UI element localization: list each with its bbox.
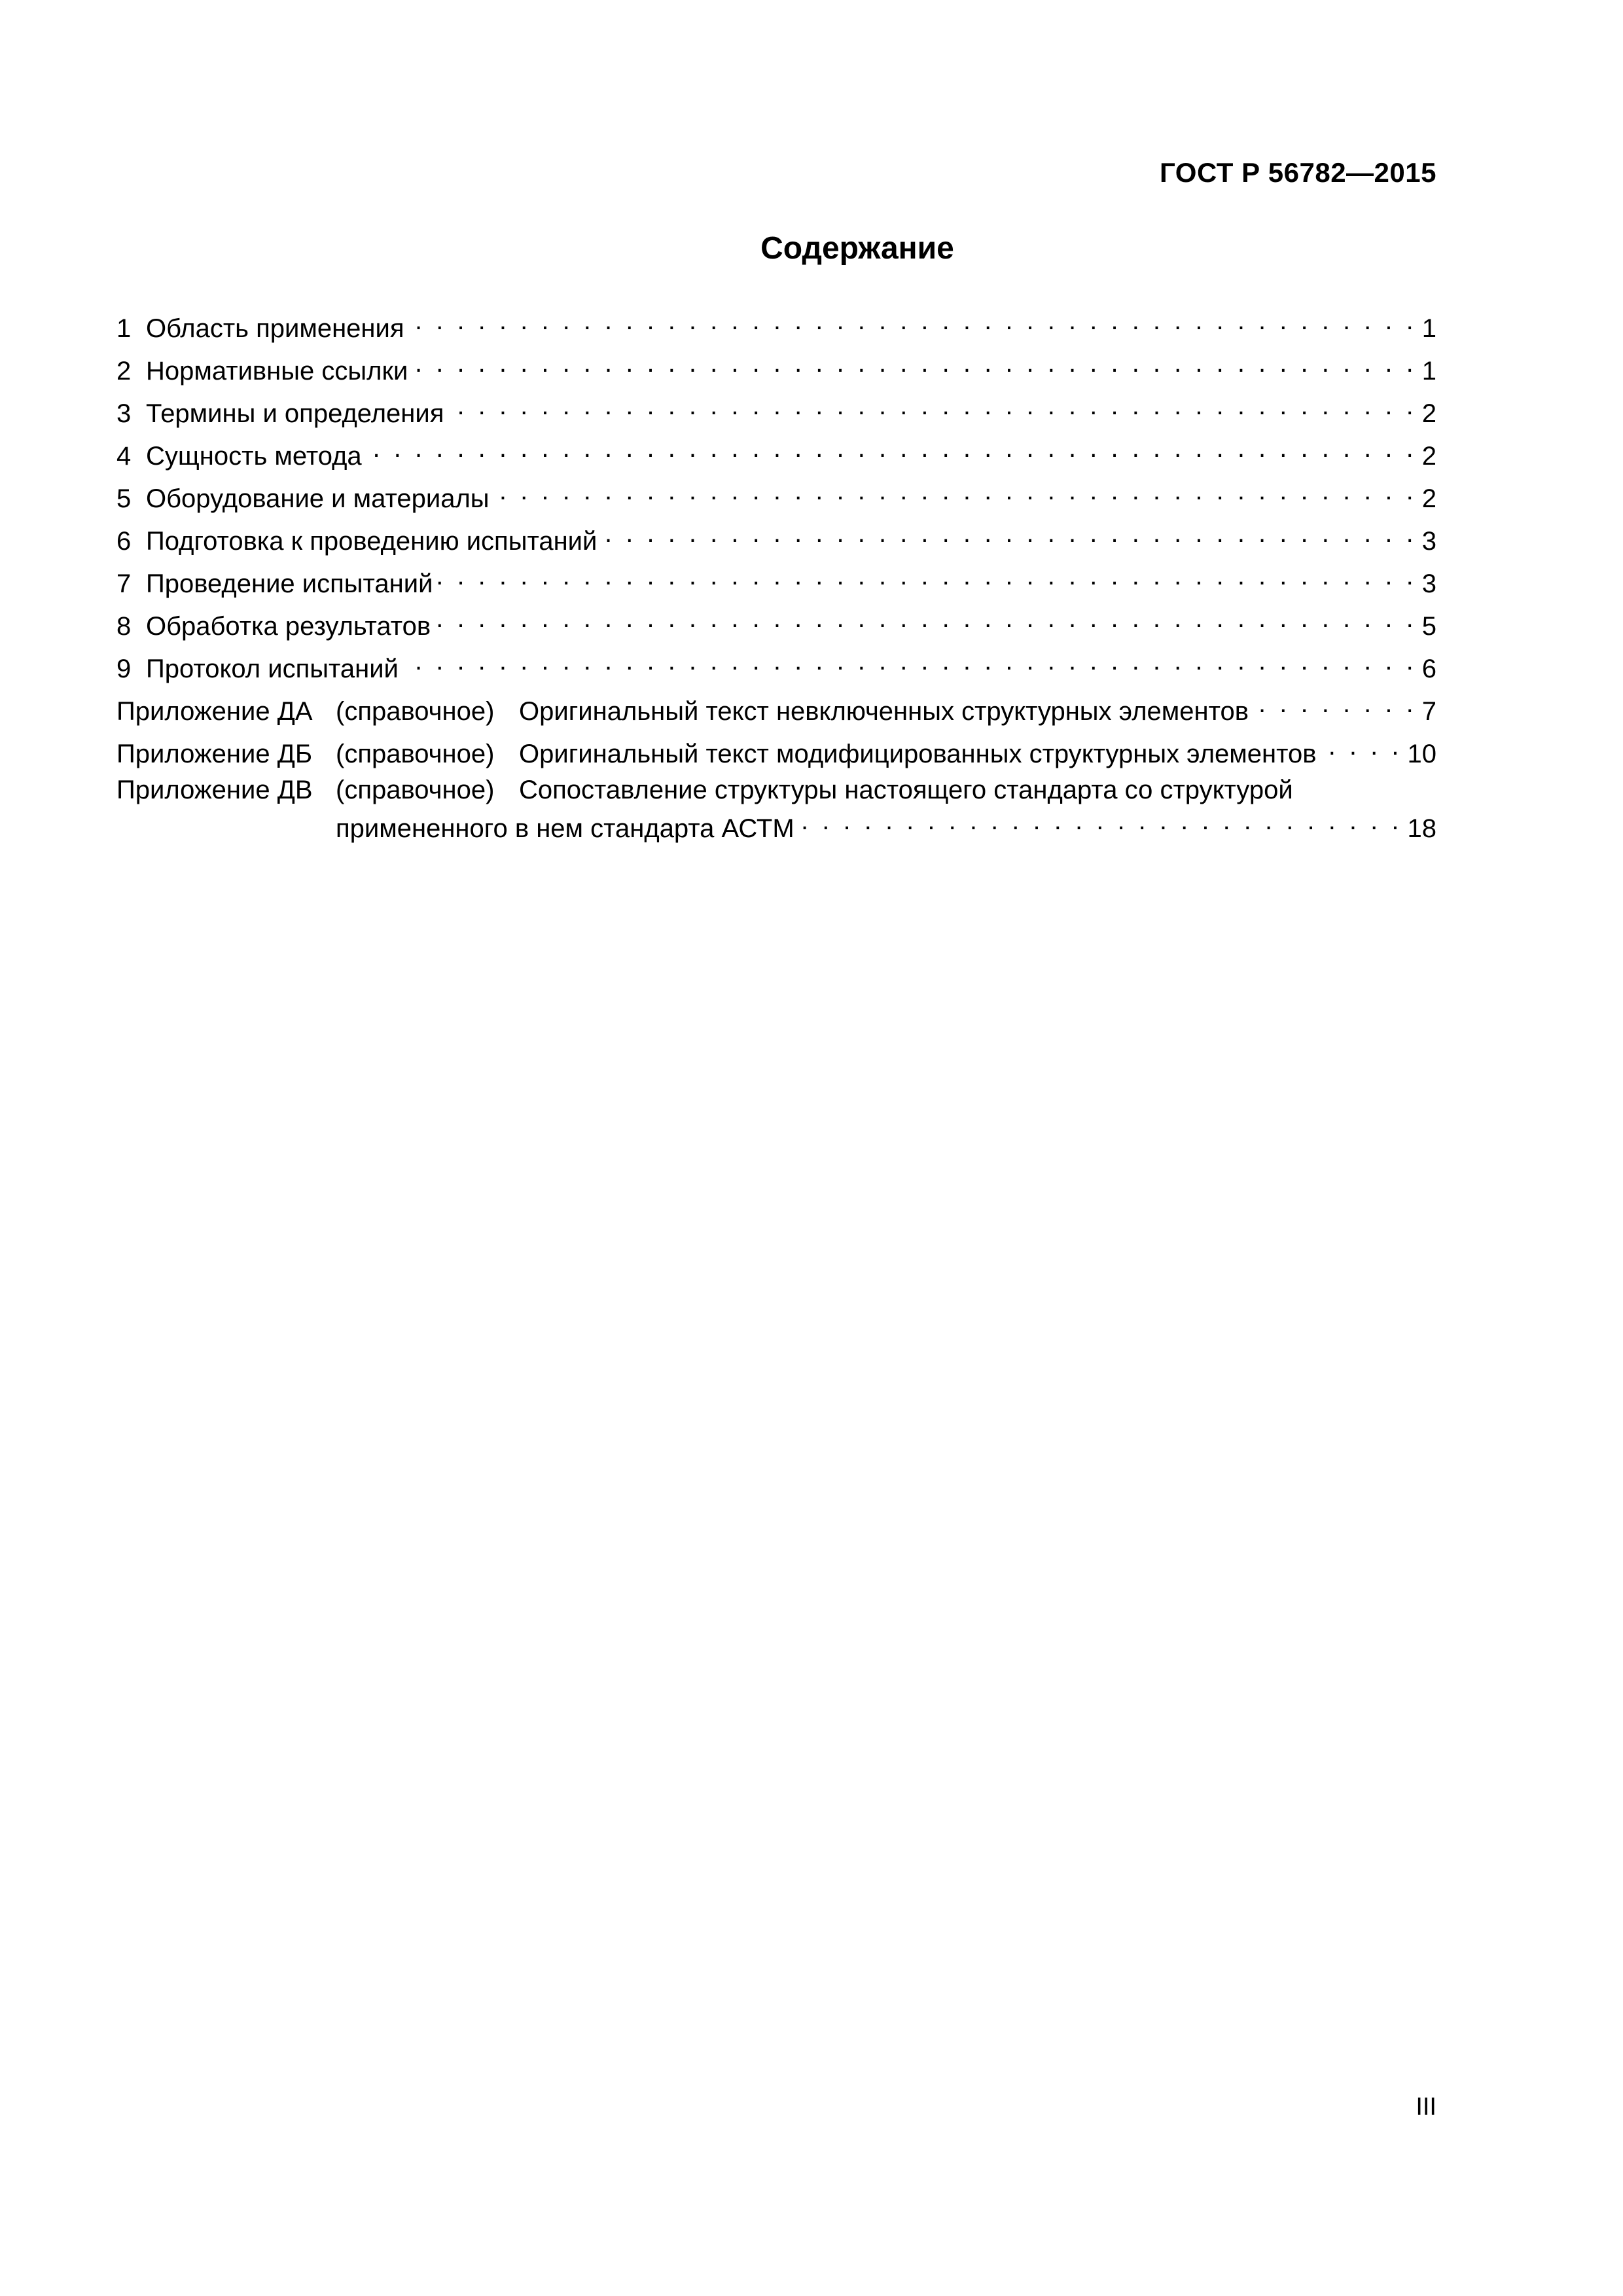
appendix-label: Оригинальный текст невключенных структурных элементов (519, 697, 1249, 726)
toc-appendix-entry[interactable] (116, 691, 1436, 733)
appendix-label-continuation: примененного в нем стандарта АСТМ (336, 814, 794, 843)
toc-entry-number: 6 (116, 527, 132, 556)
toc-entry-label: Сущность метода (146, 442, 362, 471)
dot-leader (602, 519, 1416, 548)
toc-appendix-entry-continuation[interactable] (116, 808, 1436, 844)
toc-entry[interactable] (116, 648, 1436, 691)
table-of-contents (116, 308, 1436, 844)
toc-entry-number: 1 (116, 314, 132, 343)
appendix-page: 18 (1407, 814, 1436, 843)
toc-entry-page: 2 (1421, 442, 1436, 471)
toc-entry-label: Обработка результатов (146, 612, 431, 641)
appendix-page: 10 (1407, 740, 1436, 768)
dot-leader (1322, 732, 1402, 761)
appendix-name: Приложение ДБ (116, 740, 313, 768)
dot-leader (438, 562, 1416, 591)
toc-entry[interactable] (116, 605, 1436, 648)
toc-entry-label: Термины и определения (146, 399, 444, 428)
appendix-kind: (справочное) (336, 697, 495, 726)
toc-entry-page: 1 (1421, 357, 1436, 386)
dot-leader (410, 306, 1417, 336)
toc-entry-label: Протокол испытаний (146, 655, 399, 683)
appendix-name: Приложение ДА (116, 697, 313, 726)
toc-entry[interactable] (116, 520, 1436, 563)
dot-leader (1254, 689, 1417, 719)
toc-entry-page: 1 (1421, 314, 1436, 343)
dot-leader (413, 349, 1416, 378)
toc-entry-label: Область применения (146, 314, 404, 343)
dot-leader (436, 604, 1417, 634)
dot-leader (449, 391, 1416, 421)
document-code: ГОСТ Р 56782—2015 (1160, 157, 1436, 188)
page-number: III (1416, 2093, 1436, 2121)
toc-entry-number: 7 (116, 569, 132, 598)
toc-entry-label: Оборудование и материалы (146, 484, 490, 513)
toc-entry-number: 8 (116, 612, 132, 641)
dot-leader (800, 806, 1402, 836)
toc-entry-number: 9 (116, 655, 132, 683)
toc-title: Содержание (760, 231, 954, 266)
toc-entry-page: 2 (1421, 484, 1436, 513)
toc-entry-number: 3 (116, 399, 132, 428)
appendix-page: 7 (1421, 697, 1436, 726)
appendix-label: Оригинальный текст модифицированных структурных элементов (519, 740, 1317, 768)
dot-leader (495, 476, 1417, 506)
toc-entry-label: Нормативные ссылки (146, 357, 408, 386)
toc-entry-page: 5 (1421, 612, 1436, 641)
toc-entry-page: 3 (1421, 527, 1436, 556)
appendix-label: Сопоставление структуры настоящего стандарта со структурой (519, 776, 1293, 804)
toc-entry[interactable] (116, 308, 1436, 350)
toc-entry[interactable] (116, 478, 1436, 520)
toc-entry-number: 2 (116, 357, 132, 386)
toc-entry[interactable] (116, 563, 1436, 605)
dot-leader (367, 434, 1417, 463)
toc-entry[interactable] (116, 393, 1436, 435)
appendix-name: Приложение ДВ (116, 776, 313, 804)
toc-entry-label: Проведение испытаний (146, 569, 433, 598)
appendix-kind: (справочное) (336, 776, 495, 804)
appendix-kind: (справочное) (336, 740, 495, 768)
dot-leader (404, 647, 1417, 676)
toc-entry-page: 2 (1421, 399, 1436, 428)
toc-entry[interactable] (116, 435, 1436, 478)
toc-entry-page: 3 (1421, 569, 1436, 598)
toc-entry[interactable] (116, 350, 1436, 393)
toc-entry-number: 5 (116, 484, 132, 513)
toc-entry-page: 6 (1421, 655, 1436, 683)
toc-entry-label: Подготовка к проведению испытаний (146, 527, 597, 556)
toc-appendix-entry[interactable] (116, 733, 1436, 776)
toc-entry-number: 4 (116, 442, 132, 471)
